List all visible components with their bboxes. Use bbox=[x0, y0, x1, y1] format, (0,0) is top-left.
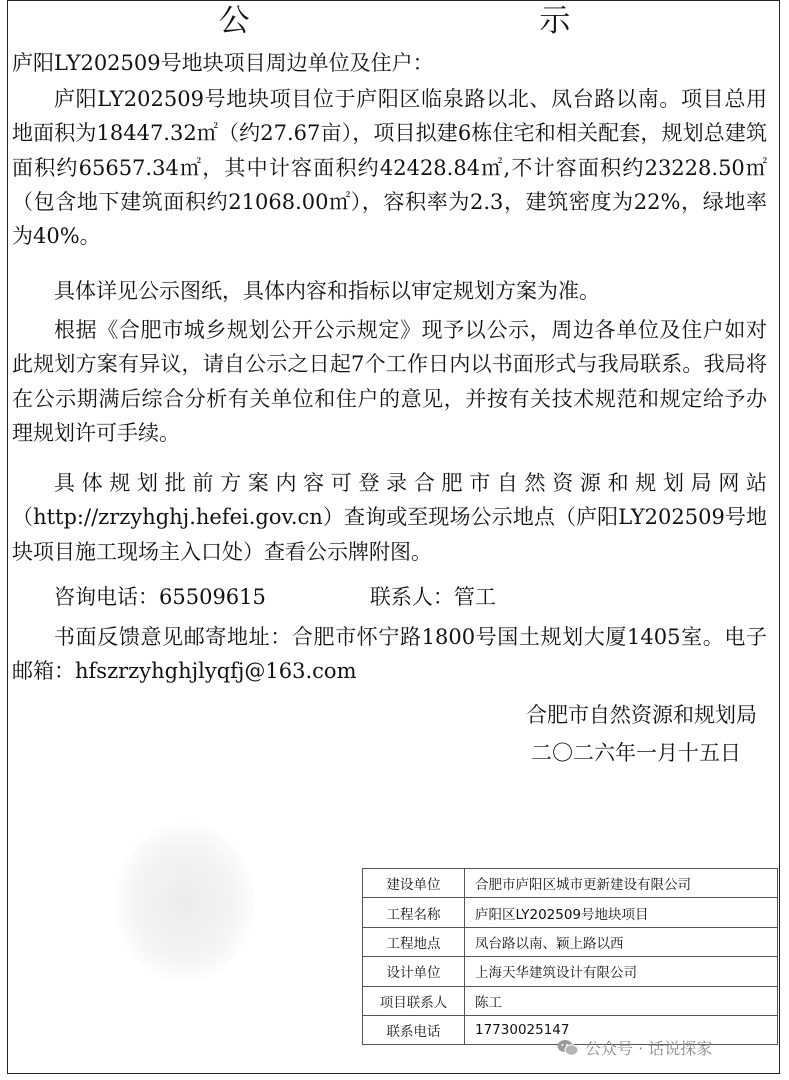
table-value-cell: 凤台路以南、颖上路以西 bbox=[465, 927, 778, 956]
table-key-cell: 工程名称 bbox=[363, 898, 465, 927]
contact-person-label: 联系人：管工 bbox=[369, 585, 496, 609]
table-value-cell: 庐阳区LY202509号地块项目 bbox=[465, 898, 778, 927]
table-key-cell: 设计单位 bbox=[363, 957, 465, 986]
table-value-cell: 陈工 bbox=[465, 986, 778, 1015]
website-info-paragraph: 具体规划批前方案内容可登录合肥市自然资源和规划局网站（http://zrzyhghj.hefei.gov.cn）查询或至现场公示地点（庐阳LY202509号地块项目施工现场主入口处）查看公示牌附图。 bbox=[12, 471, 767, 564]
table-row bbox=[363, 898, 778, 927]
table-value-cell: 合肥市庐阳区城市更新建设有限公司 bbox=[465, 869, 778, 898]
project-info-table bbox=[362, 868, 778, 1045]
phone-label: 咨询电话：65509615 bbox=[54, 585, 266, 609]
table-row bbox=[363, 869, 778, 898]
salutation: 庐阳LY202509号地块项目周边单位及住户： bbox=[12, 51, 434, 75]
blurred-stamp-area bbox=[115, 822, 255, 982]
contact-row bbox=[54, 580, 496, 614]
mail-address-paragraph: 书面反馈意见邮寄地址：合肥市怀宁路1800号国土规划大厦1405室。电子邮箱：hfszrzyhghjlyqfj@163.com bbox=[12, 625, 767, 684]
signature-date: 二〇二六年一月十五日 bbox=[531, 741, 741, 765]
table-row bbox=[363, 986, 778, 1015]
table-key-cell: 建设单位 bbox=[363, 869, 465, 898]
project-description-paragraph: 庐阳LY202509号地块项目位于庐阳区临泉路以北、凤台路以南。项目总用地面积为18447.32㎡（约27.67亩），项目拟建6栋住宅和相关配套，规划总建筑面积约65657.34㎡，其中计容面积约42428.84㎡,不计容面积约23228.50㎡（包含地下建筑面积约21068.00㎡），容积率为2.3，建筑密度为22%，绿地率为40%。 bbox=[12, 87, 767, 249]
table-row bbox=[363, 957, 778, 986]
wechat-icon bbox=[557, 1039, 579, 1057]
drawing-reference-paragraph: 具体详见公示图纸，具体内容和指标以审定规划方案为准。 bbox=[54, 279, 600, 303]
notice-title: 公 示 bbox=[218, 3, 711, 39]
table-key-cell: 项目联系人 bbox=[363, 986, 465, 1015]
table-key-cell: 联系电话 bbox=[363, 1015, 465, 1044]
objection-procedure-paragraph: 根据《合肥市城乡规划公开公示规定》现予以公示，周边各单位及住户如对此规划方案有异议，请自公示之日起7个工作日内以书面形式与我局联系。我局将在公示期满后综合分析有关单位和住户的意见，并按有关技术规范和规定给予办理规划许可手续。 bbox=[12, 318, 767, 445]
table-row bbox=[363, 927, 778, 956]
table-value-cell: 上海天华建筑设计有限公司 bbox=[465, 957, 778, 986]
watermark-text: 公众号 · 话说探家 bbox=[585, 1039, 713, 1058]
signature-organization: 合肥市自然资源和规划局 bbox=[526, 703, 757, 727]
table-key-cell: 工程地点 bbox=[363, 927, 465, 956]
table-value-cell: 17730025147 bbox=[465, 1015, 778, 1044]
watermark bbox=[557, 1036, 712, 1059]
